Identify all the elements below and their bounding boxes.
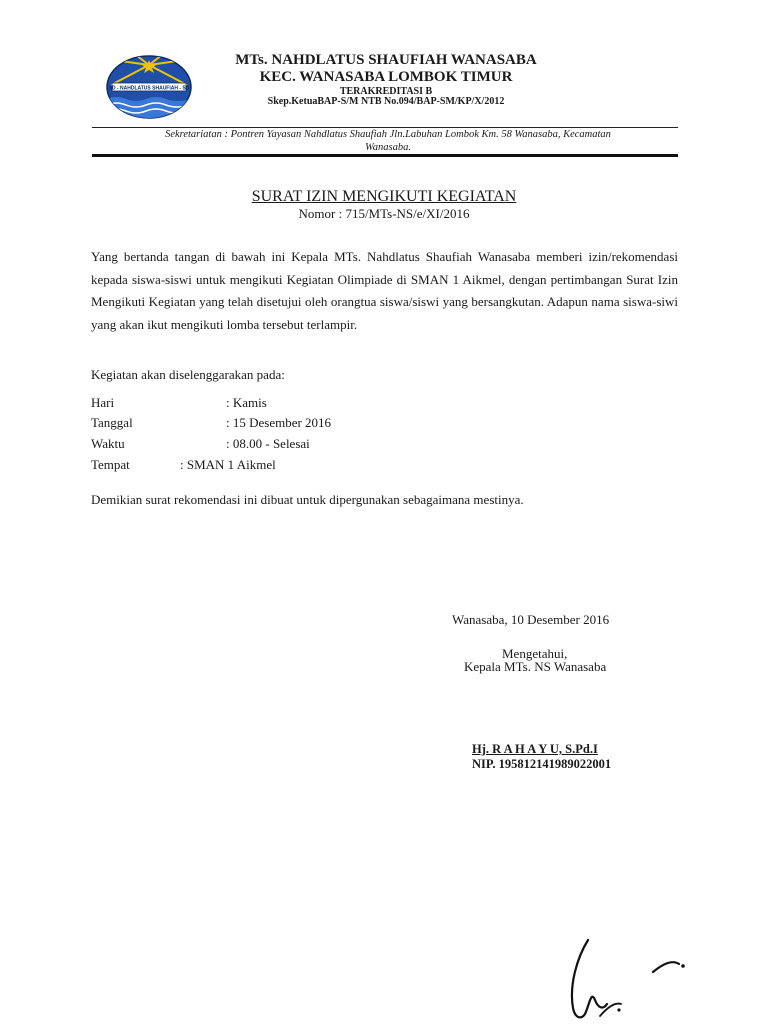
detail-value-time: : 08.00 - Selesai bbox=[226, 436, 310, 451]
detail-label-time: Waktu bbox=[91, 436, 125, 451]
letter-title: SURAT IZIN MENGIKUTI KEGIATAN bbox=[251, 188, 517, 205]
acknowledged-label: Mengetahui, bbox=[502, 646, 568, 661]
detail-label-place: Tempat bbox=[91, 457, 130, 472]
secretariat-address bbox=[108, 128, 668, 154]
address-line-2: Wanasaba. bbox=[365, 142, 411, 153]
accreditation-decree: Skep.KetuaBAP-S/M NTB No.094/BAP-SM/KP/X/2012 bbox=[267, 96, 505, 107]
accreditation-status: TERAKREDITASI B bbox=[339, 86, 433, 97]
event-intro: Kegiatan akan diselenggarakan pada: bbox=[91, 367, 285, 382]
handwritten-signature bbox=[555, 930, 705, 1024]
school-name: MTs. NAHDLATUS SHAUFIAH WANASABA bbox=[235, 52, 537, 68]
letter-body: Yang bertanda tangan di bawah ini Kepala MTs. Nahdlatus Shaufiah Wanasaba memberi izin/rekomendasi kepada siswa-siswi untuk mengikuti Kegiatan Olimpiade di SMAN 1 Aikmel, dengan pertimbangan Surat Izin Mengikuti Kegiatan yang telah disetujui oleh orangtua siswa/siswi yang bersangkutan. Adapun nama siswa-siwi yang akan ikut mengikuti lomba tersebut terlampir. bbox=[91, 249, 678, 332]
signatory-nip: NIP. 195812141989022001 bbox=[472, 757, 612, 771]
detail-value-date: : 15 Desember 2016 bbox=[226, 415, 332, 430]
place-date: Wanasaba, 10 Desember 2016 bbox=[452, 612, 610, 627]
logo-text: SD - NAHDLATUS SHAUFIAH - SD bbox=[108, 85, 190, 92]
school-district: KEC. WANASABA LOMBOK TIMUR bbox=[259, 69, 513, 85]
detail-label-date: Tanggal bbox=[91, 415, 133, 430]
letter-number: Nomor : 715/MTs-NS/e/XI/2016 bbox=[298, 206, 470, 221]
signatory-position: Kepala MTs. NS Wanasaba bbox=[464, 659, 607, 674]
signatory-name: Hj. R A H A Y U, S.Pd.I bbox=[472, 742, 598, 756]
address-line-1: Sekretariatan : Pontren Yayasan Nahdlatus Shaufiah Jln.Labuhan Lombok Km. 58 Wanasaba, Kecamatan bbox=[165, 129, 611, 140]
closing-statement: Demikian surat rekomendasi ini dibuat untuk dipergunakan sebagaimana mestinya. bbox=[91, 492, 524, 507]
detail-value-place: : SMAN 1 Aikmel bbox=[180, 457, 276, 472]
school-logo bbox=[106, 55, 192, 119]
detail-label-day: Hari bbox=[91, 395, 115, 410]
detail-value-day: : Kamis bbox=[226, 395, 267, 410]
header-divider-thick bbox=[92, 154, 678, 157]
